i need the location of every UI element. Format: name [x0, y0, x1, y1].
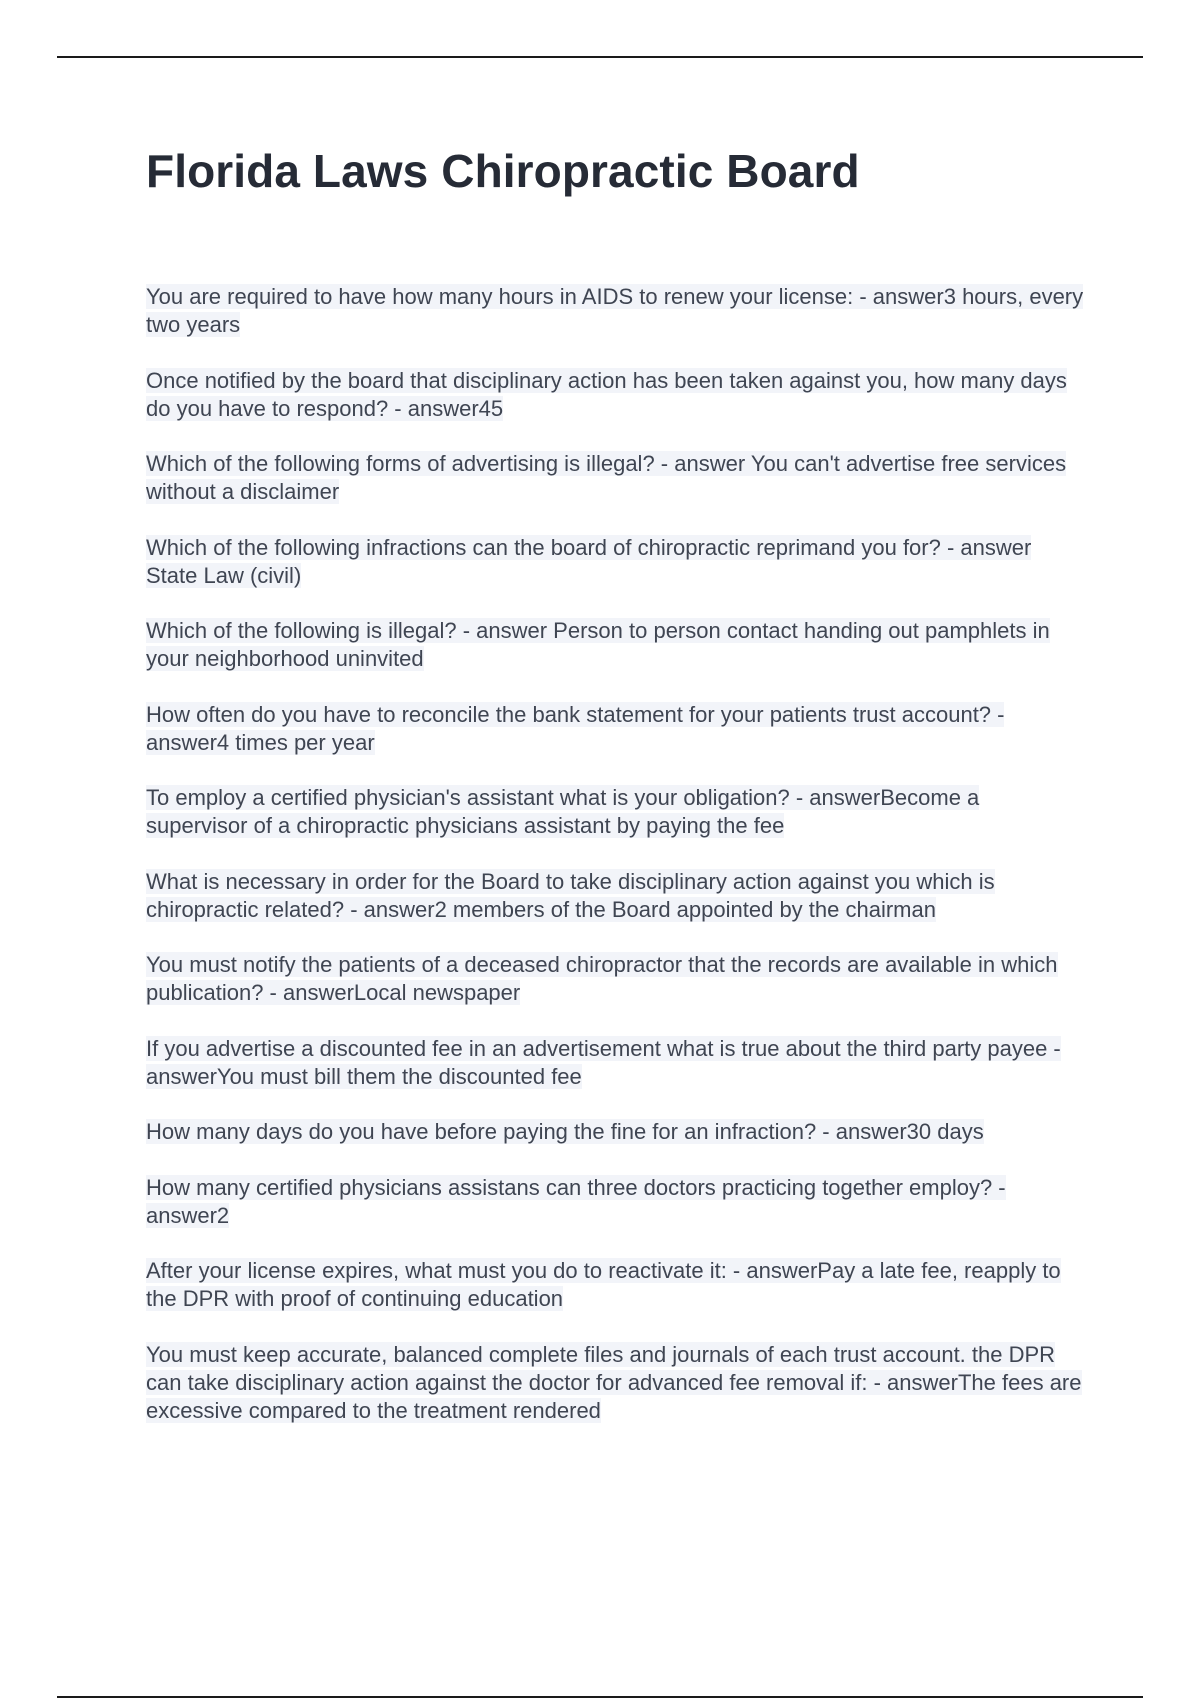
qa-item: [146, 534, 1086, 590]
qa-item: [146, 1035, 1086, 1091]
qa-text: You must notify the patients of a deceased chiropractor that the records are available in which publication? - answerLocal newspaper: [146, 952, 1058, 1005]
qa-text: How many days do you have before paying the fine for an infraction? - answer30 days: [146, 1119, 984, 1144]
qa-text: Which of the following infractions can the board of chiropractic reprimand you for? - answer State Law (civil): [146, 534, 1032, 588]
header-rule: [57, 56, 1143, 58]
qa-item: [146, 1174, 1086, 1230]
qa-item: [146, 1257, 1086, 1313]
qa-text: If you advertise a discounted fee in an advertisement what is true about the third party payee - answerYou must bill them the discounted fee: [146, 1035, 1061, 1089]
qa-text: How often do you have to reconcile the bank statement for your patients trust account? - answer4 times per year: [146, 701, 1005, 755]
qa-text: How many certified physicians assistans can three doctors practicing together employ? - answer2: [146, 1174, 1006, 1228]
qa-item: [146, 450, 1086, 506]
qa-text: Which of the following is illegal? - answer Person to person contact handing out pamphlets in your neighborhood uninvited: [146, 618, 1050, 671]
qa-text: After your license expires, what must you do to reactivate it: - answerPay a late fee, reapply to the DPR with proof of continuing education: [146, 1258, 1061, 1311]
qa-text: To employ a certified physician's assistant what is your obligation? - answerBecome a supervisor of a chiropractic physicians assistant by paying the fee: [146, 785, 980, 838]
qa-item: [146, 617, 1086, 673]
qa-text: What is necessary in order for the Board to take disciplinary action against you which is chiropractic related? - answer2 members of the Board appointed by the chairman: [146, 868, 995, 922]
qa-item: [146, 367, 1086, 423]
footer-rule: [57, 1696, 1143, 1698]
qa-list: [146, 283, 1086, 1452]
qa-text: You must keep accurate, balanced complete files and journals of each trust account. the DPR can take disciplinary action against the doctor for advanced fee removal if: - answerThe fees are excessive compared to the treatment rendered: [146, 1341, 1082, 1423]
qa-item: [146, 283, 1086, 339]
qa-item: [146, 701, 1086, 757]
qa-text: Which of the following forms of advertising is illegal? - answer You can't advertise free services without a disclaimer: [146, 451, 1067, 504]
qa-item: [146, 1118, 1086, 1146]
qa-text: You are required to have how many hours in AIDS to renew your license: - answer3 hours, every two years: [146, 284, 1084, 337]
qa-item: [146, 784, 1086, 840]
qa-item: [146, 951, 1086, 1007]
qa-text: Once notified by the board that disciplinary action has been taken against you, how many days do you have to respond? - answer45: [146, 367, 1067, 421]
qa-item: [146, 1341, 1086, 1425]
page-title: Florida Laws Chiropractic Board: [146, 145, 860, 197]
qa-item: [146, 868, 1086, 924]
